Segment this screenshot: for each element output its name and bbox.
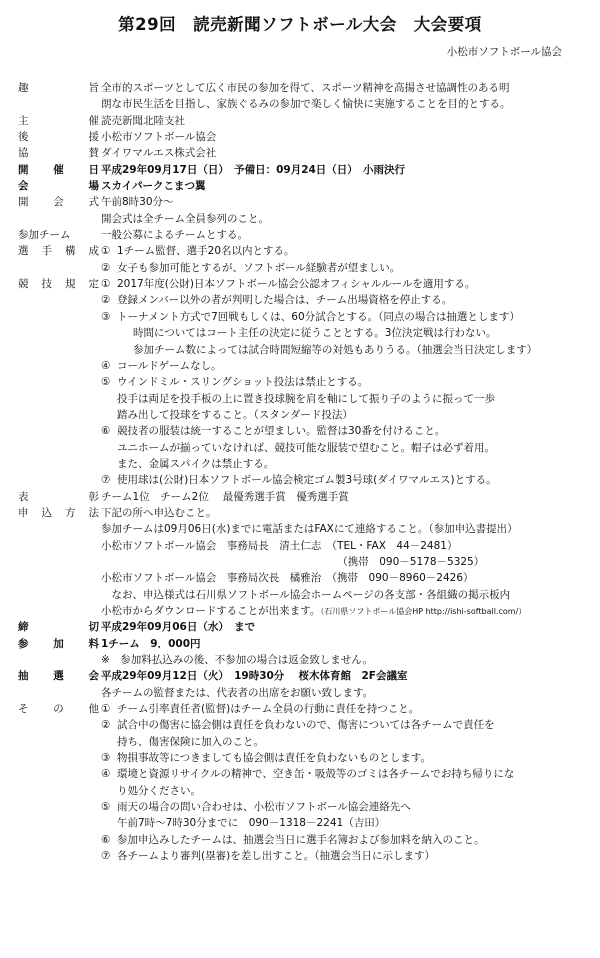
row-text: 持ち、傷害保険に加入のこと。 <box>117 735 264 748</box>
guideline-row <box>18 799 588 815</box>
row-content <box>101 292 588 308</box>
row-text: 平成29年09月17日（日） 予備日：09月24日（日） 小雨決行 <box>101 163 406 176</box>
row-label <box>18 685 101 701</box>
row-label <box>18 374 101 390</box>
row-content <box>101 129 588 145</box>
item-number: ④ <box>101 359 111 372</box>
guideline-row <box>18 685 588 701</box>
item-number: ⑦ <box>101 850 111 863</box>
row-label <box>18 783 101 799</box>
row-text: 朗な市民生活を目指し、家族ぐるみの参加で楽しく愉快に実施することを目的とする。 <box>101 98 511 111</box>
guideline-row <box>18 260 588 276</box>
guideline-row <box>18 211 588 227</box>
guideline-row <box>18 603 588 619</box>
guideline-row <box>18 554 588 570</box>
row-text: 環境と資源リサイクルの精神で、空き缶・吸殻等のゴミは各チームでお持ち帰りにな <box>117 768 515 781</box>
row-text: 参加チームは09月06日(水)までに電話またはFAXにて連絡すること。（参加申込書提出） <box>101 523 518 536</box>
item-number: ④ <box>101 768 111 781</box>
row-content <box>101 652 588 668</box>
guideline-row <box>18 619 588 635</box>
page-title: 第29回 読売新聞ソフトボール大会 大会要項 <box>118 15 482 34</box>
row-text: 競技者の服装は統一することが望ましい。監督は30番を付けること。 <box>117 425 446 438</box>
row-label <box>18 211 101 227</box>
row-label: 申 込 方 法 <box>18 506 99 519</box>
guideline-row <box>18 570 588 586</box>
row-text: 使用球は(公財)日本ソフトボール協会検定ゴム製3号球(ダイワマルエス)とする。 <box>117 474 497 487</box>
row-text: 午前7時～7時30分までに 090－1318－2241（吉田） <box>117 817 386 830</box>
guideline-row <box>18 668 588 684</box>
guideline-row <box>18 80 588 96</box>
item-number: ⑥ <box>101 425 111 438</box>
row-text: 午前8時30分～ <box>101 196 174 209</box>
row-content <box>101 374 588 390</box>
row-content <box>101 587 588 603</box>
row-text: コールドゲームなし。 <box>117 359 222 372</box>
row-text: り処分ください。 <box>117 784 201 797</box>
row-label <box>18 603 101 619</box>
row-label <box>18 456 101 472</box>
row-text: 登録メンバー以外の者が判明した場合は、チーム出場資格を停止する。 <box>117 294 453 307</box>
row-content <box>101 113 588 129</box>
guideline-row <box>18 178 588 194</box>
guideline-row <box>18 113 588 129</box>
row-label <box>18 538 101 554</box>
guideline-row <box>18 145 588 161</box>
row-content <box>101 145 588 161</box>
row-label <box>18 391 101 407</box>
guideline-row <box>18 374 588 390</box>
guideline-row <box>18 587 588 603</box>
row-label <box>18 832 101 848</box>
row-label <box>18 554 101 570</box>
row-content <box>101 734 588 750</box>
row-label <box>18 815 101 831</box>
row-label <box>18 472 101 488</box>
row-text: 2017年度(公財)日本ソフトボール協会公認オフィシャルルールを適用する。 <box>117 278 476 291</box>
guideline-row <box>18 227 588 243</box>
row-content <box>101 766 588 782</box>
guideline-row <box>18 162 588 178</box>
row-label <box>18 750 101 766</box>
guideline-row <box>18 734 588 750</box>
item-number: ③ <box>101 310 111 323</box>
row-label <box>18 799 101 815</box>
row-text: 小松市ソフトボール協会 事務局次長 橘雅治 （携帯 090－8960－2426） <box>101 572 474 585</box>
row-text: 雨天の場合の問い合わせは、小松市ソフトボール協会連絡先へ <box>117 801 411 814</box>
row-content <box>101 342 588 358</box>
row-content <box>101 407 588 423</box>
row-content <box>101 440 588 456</box>
row-text: 小松市ソフトボール協会 <box>101 131 217 144</box>
row-content <box>101 423 588 439</box>
row-text: 全市的スポーツとして広く市民の参加を得て、スポーツ精神を高揚させ協調性のある明 <box>101 82 510 94</box>
row-text: 各チームより審判(塁審)を差し出すこと。（抽選会当日に示します） <box>117 850 435 863</box>
row-content <box>101 505 588 521</box>
row-label <box>18 440 101 456</box>
row-label <box>18 521 101 537</box>
row-label: 締 切 <box>18 621 99 634</box>
item-number: ② <box>101 294 111 307</box>
row-label <box>18 292 101 308</box>
guideline-row <box>18 636 588 652</box>
row-content <box>101 456 588 472</box>
row-text: また、金属スパイクは禁止する。 <box>117 457 275 470</box>
row-text: ユニホームが揃っていなければ、競技可能な服装で望むこと。帽子は必ず着用。 <box>117 441 495 454</box>
row-text: トーナメント方式で7回戦もしくは、60分試合とする。（同点の場合は抽選とします） <box>117 310 520 323</box>
row-label: 開 会 式 <box>18 196 99 209</box>
guideline-row <box>18 129 588 145</box>
row-content <box>101 832 588 848</box>
item-number: ② <box>101 719 111 732</box>
guideline-row <box>18 309 588 325</box>
guideline-row <box>18 489 588 505</box>
row-label <box>18 570 101 586</box>
row-text: ダイワマルエス株式会社 <box>101 147 217 160</box>
row-content <box>101 325 588 341</box>
row-content <box>101 489 588 505</box>
guideline-row <box>18 358 588 374</box>
row-label <box>18 358 101 374</box>
row-label <box>18 734 101 750</box>
row-label <box>18 407 101 423</box>
row-text: 物損事故等につきましても協会側は責任を負わないものとします。 <box>117 752 431 765</box>
row-text: 女子も参加可能とするが、ソフトボール経験者が望ましい。 <box>117 261 401 274</box>
row-text: 読売新聞北陸支社 <box>101 114 185 127</box>
row-text: 小松市からダウンロードすることが出来ます。 <box>101 605 321 617</box>
item-number: ③ <box>101 752 111 765</box>
item-number: ① <box>101 278 111 291</box>
row-text: 参加チーム数によっては試合時間短縮等の対処もありうる。（抽選会当日決定します） <box>133 343 538 356</box>
item-number: ⑤ <box>101 801 111 814</box>
row-text: 下記の所へ申込むこと。 <box>101 506 217 519</box>
row-text: 試合中の傷害に協会側は責任を負わないので、傷害については各チームで責任を <box>117 719 495 732</box>
row-text: 平成29年09月06日（水） まで <box>101 621 256 634</box>
guideline-row <box>18 717 588 733</box>
row-text: （携帯 090－5178－5325） <box>101 555 485 568</box>
row-content <box>101 211 588 227</box>
guideline-row <box>18 325 588 341</box>
guideline-row <box>18 423 588 439</box>
row-text: 小松市ソフトボール協会 事務局長 清土仁志 （TEL・FAX 44－2481） <box>101 539 458 552</box>
row-label: 参 加 料 <box>18 637 99 650</box>
row-text: 一般公募によるチームとする。 <box>101 229 248 242</box>
row-content <box>101 701 588 717</box>
row-label <box>18 766 101 782</box>
row-content <box>101 717 588 733</box>
row-label <box>18 342 101 358</box>
guideline-row <box>18 96 588 112</box>
row-content <box>101 96 588 112</box>
website-note: （石川県ソフトボール協会HP http://ishi-softball.com/） <box>320 607 527 616</box>
item-number: ② <box>101 261 111 274</box>
row-text: 投手は両足を投手板の上に置き投球腕を肩を軸にして振り子のように振って一歩 <box>117 392 495 405</box>
item-number: ⑥ <box>101 833 111 846</box>
row-label <box>18 260 101 276</box>
guideline-row <box>18 848 588 864</box>
row-content <box>101 521 588 537</box>
row-content <box>101 603 588 619</box>
row-content <box>101 815 588 831</box>
row-content <box>101 260 588 276</box>
guideline-row <box>18 521 588 537</box>
guideline-row <box>18 276 588 292</box>
row-text: スカイパークこまつ翼 <box>101 180 206 193</box>
guideline-row <box>18 652 588 668</box>
guideline-row <box>18 342 588 358</box>
row-content <box>101 783 588 799</box>
row-content <box>101 570 588 586</box>
guideline-row <box>18 456 588 472</box>
row-text: 開会式は全チーム全員参列のこと。 <box>101 212 269 225</box>
row-content <box>101 636 588 652</box>
guideline-row <box>18 440 588 456</box>
row-content <box>101 554 588 570</box>
organizer-name: 小松市ソフトボール協会 <box>446 46 562 58</box>
row-text: 1チーム監督、選手20名以内とする。 <box>117 245 295 258</box>
row-content <box>101 391 588 407</box>
row-label: 参加チーム <box>18 229 71 242</box>
row-content <box>101 309 588 325</box>
row-text: 平成29年09月12日（火） 19時30分 桜木体育館 2F会議室 <box>101 670 408 683</box>
row-content <box>101 685 588 701</box>
row-label <box>18 423 101 439</box>
row-content <box>101 358 588 374</box>
row-label: 主 催 <box>18 114 99 127</box>
row-content <box>101 668 588 684</box>
row-content <box>101 799 588 815</box>
guideline-row <box>18 407 588 423</box>
row-label: 抽 選 会 <box>18 670 99 683</box>
row-label: 選 手 構 成 <box>18 245 99 258</box>
item-number: ⑤ <box>101 376 111 389</box>
row-content <box>101 227 588 243</box>
row-content <box>101 538 588 554</box>
guidelines-list <box>18 80 588 865</box>
guideline-row <box>18 783 588 799</box>
row-label <box>18 96 101 112</box>
guideline-row <box>18 472 588 488</box>
item-number: ① <box>101 703 111 716</box>
row-content <box>101 750 588 766</box>
guideline-row <box>18 750 588 766</box>
row-content <box>101 162 588 178</box>
row-text: チーム1位 チーム2位 最優秀選手賞 優秀選手賞 <box>101 490 349 503</box>
row-label: 会 場 <box>18 180 99 193</box>
row-text: ウインドミル・スリングショット投法は禁止とする。 <box>117 376 369 389</box>
row-text: チーム引率責任者(監督)はチーム全員の行動に責任を持つこと。 <box>117 703 420 716</box>
guideline-row <box>18 766 588 782</box>
row-content <box>101 80 588 96</box>
row-label: 趣 旨 <box>18 82 99 94</box>
row-content <box>101 619 588 635</box>
guideline-row <box>18 832 588 848</box>
row-text: ※ 参加料払込みの後、不参加の場合は返金致しません。 <box>101 654 373 667</box>
guideline-row <box>18 538 588 554</box>
row-label: 後 援 <box>18 131 99 144</box>
row-label: 競 技 規 定 <box>18 278 99 291</box>
row-text: 各チームの監督または、代表者の出席をお願い致します。 <box>101 686 374 699</box>
row-label: そ の 他 <box>18 703 99 716</box>
row-label: 開 催 日 <box>18 163 99 176</box>
row-label <box>18 325 101 341</box>
row-content <box>101 194 588 210</box>
row-text: なお、申込様式は石川県ソフトボール協会ホームページの各支部・各組織の掲示板内 <box>101 588 511 601</box>
row-content <box>101 472 588 488</box>
item-number: ① <box>101 245 111 258</box>
row-label: 表 彰 <box>18 490 99 503</box>
row-content <box>101 178 588 194</box>
row-content <box>101 848 588 864</box>
guideline-row <box>18 292 588 308</box>
guideline-row <box>18 391 588 407</box>
row-text: 参加申込みしたチームは、抽選会当日に選手名簿および参加料を納入のこと。 <box>117 833 485 846</box>
guideline-row <box>18 194 588 210</box>
guideline-row <box>18 701 588 717</box>
row-text: 時間についてはコート主任の決定に従うこととする。3位決定戦は行わない。 <box>133 327 497 340</box>
row-label <box>18 717 101 733</box>
item-number: ⑦ <box>101 474 111 487</box>
row-content <box>101 276 588 292</box>
row-label <box>18 848 101 864</box>
row-content <box>101 243 588 259</box>
row-label: 協 賛 <box>18 147 99 160</box>
guideline-row <box>18 505 588 521</box>
row-label <box>18 652 101 668</box>
row-text: 踏み出して投球をすること。（スタンダード投法） <box>117 408 353 421</box>
guideline-row <box>18 243 588 259</box>
row-label <box>18 309 101 325</box>
guideline-row <box>18 815 588 831</box>
row-text: 1チーム 9．000円 <box>101 637 201 650</box>
row-label <box>18 587 101 603</box>
